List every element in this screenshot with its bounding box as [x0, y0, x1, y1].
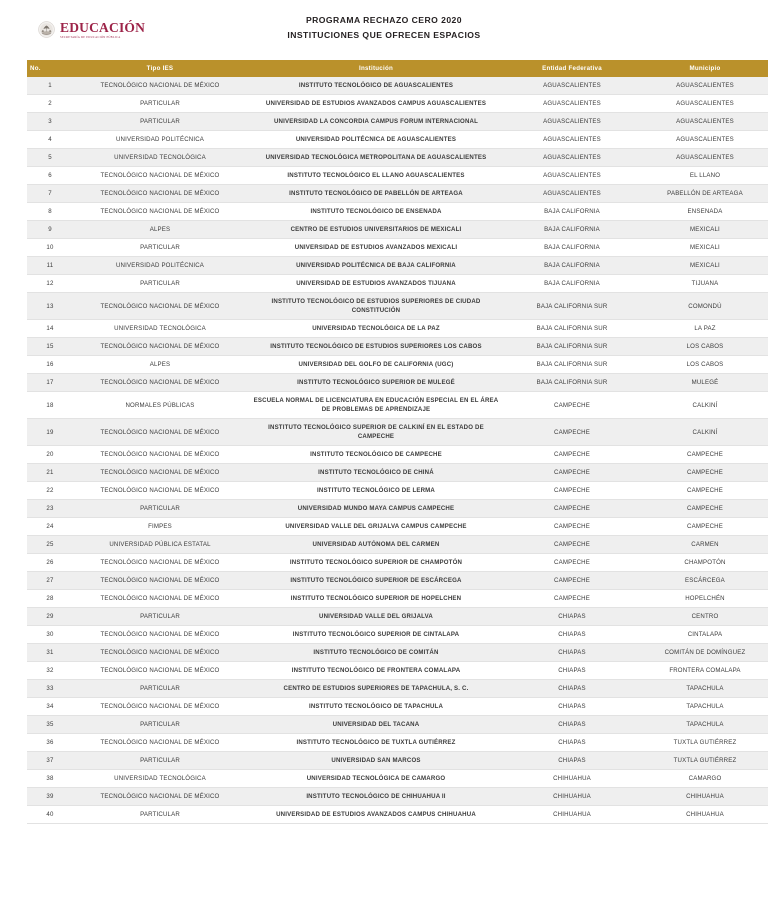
cell-tipo-ies: PARTICULAR [73, 95, 247, 113]
cell-municipio: LA PAZ [639, 320, 768, 338]
cell-municipio: AGUASCALIENTES [639, 95, 768, 113]
cell-no: 21 [27, 464, 73, 482]
cell-no: 11 [27, 257, 73, 275]
cell-no: 36 [27, 734, 73, 752]
table-row[interactable] [27, 464, 768, 482]
cell-tipo-ies: TECNOLÓGICO NACIONAL DE MÉXICO [73, 644, 247, 662]
cell-no: 29 [27, 608, 73, 626]
table-header-row [27, 60, 768, 77]
table-row[interactable] [27, 716, 768, 734]
cell-entidad: CHIHUAHUA [505, 806, 639, 824]
cell-institucion: UNIVERSIDAD VALLE DEL GRIJALVA CAMPUS CAMPECHE [247, 518, 505, 536]
column-header-municipio[interactable]: Municipio [639, 60, 768, 77]
table-row[interactable] [27, 446, 768, 464]
cell-institucion: UNIVERSIDAD TECNOLÓGICA DE LA PAZ [247, 320, 505, 338]
cell-tipo-ies: TECNOLÓGICO NACIONAL DE MÉXICO [73, 167, 247, 185]
cell-entidad: CAMPECHE [505, 482, 639, 500]
cell-entidad: CHIAPAS [505, 608, 639, 626]
cell-no: 15 [27, 338, 73, 356]
table-row[interactable] [27, 203, 768, 221]
cell-no: 34 [27, 698, 73, 716]
cell-municipio: CENTRO [639, 608, 768, 626]
cell-no: 20 [27, 446, 73, 464]
table-row[interactable] [27, 698, 768, 716]
table-row[interactable] [27, 95, 768, 113]
cell-institucion: UNIVERSIDAD SAN MARCOS [247, 752, 505, 770]
cell-tipo-ies: ALPES [73, 221, 247, 239]
table-row[interactable] [27, 356, 768, 374]
cell-municipio: CINTALAPA [639, 626, 768, 644]
cell-municipio: TAPACHULA [639, 680, 768, 698]
cell-institucion: INSTITUTO TECNOLÓGICO SUPERIOR DE CINTALAPA [247, 626, 505, 644]
table-row[interactable] [27, 536, 768, 554]
cell-municipio: CARMEN [639, 536, 768, 554]
cell-entidad: BAJA CALIFORNIA [505, 257, 639, 275]
cell-institucion: INSTITUTO TECNOLÓGICO DE ENSENADA [247, 203, 505, 221]
brand-subtitle: SECRETARÍA DE EDUCACIÓN PÚBLICA [60, 35, 121, 39]
table-row[interactable] [27, 185, 768, 203]
cell-entidad: AGUASCALIENTES [505, 113, 639, 131]
page-title [0, 13, 768, 43]
cell-municipio: HOPELCHÉN [639, 590, 768, 608]
cell-institucion: UNIVERSIDAD DE ESTUDIOS AVANZADOS MEXICALI [247, 239, 505, 257]
cell-tipo-ies: PARTICULAR [73, 752, 247, 770]
cell-institucion: INSTITUTO TECNOLÓGICO DE CHINÁ [247, 464, 505, 482]
cell-municipio: LOS CABOS [639, 338, 768, 356]
column-header-tipo-ies[interactable]: Tipo IES [73, 60, 247, 77]
cell-tipo-ies: TECNOLÓGICO NACIONAL DE MÉXICO [73, 293, 247, 320]
table-row[interactable] [27, 590, 768, 608]
cell-no: 24 [27, 518, 73, 536]
column-header-no[interactable]: No. [27, 60, 73, 77]
cell-entidad: CHIHUAHUA [505, 788, 639, 806]
cell-entidad: AGUASCALIENTES [505, 131, 639, 149]
cell-no: 7 [27, 185, 73, 203]
cell-institucion: UNIVERSIDAD DE ESTUDIOS AVANZADOS TIJUANA [247, 275, 505, 293]
cell-tipo-ies: PARTICULAR [73, 500, 247, 518]
cell-no: 26 [27, 554, 73, 572]
cell-municipio: CHAMPOTÓN [639, 554, 768, 572]
table-row[interactable] [27, 626, 768, 644]
table-row[interactable] [27, 374, 768, 392]
cell-institucion: INSTITUTO TECNOLÓGICO DE AGUASCALIENTES [247, 77, 505, 95]
table-row[interactable] [27, 293, 768, 320]
cell-no: 28 [27, 590, 73, 608]
cell-tipo-ies: TECNOLÓGICO NACIONAL DE MÉXICO [73, 788, 247, 806]
table-row[interactable] [27, 338, 768, 356]
cell-tipo-ies: TECNOLÓGICO NACIONAL DE MÉXICO [73, 464, 247, 482]
cell-municipio: AGUASCALIENTES [639, 113, 768, 131]
cell-institucion: UNIVERSIDAD MUNDO MAYA CAMPUS CAMPECHE [247, 500, 505, 518]
table-row[interactable] [27, 500, 768, 518]
institutions-table [27, 60, 768, 824]
cell-entidad: CAMPECHE [505, 590, 639, 608]
cell-institucion: UNIVERSIDAD POLITÉCNICA DE AGUASCALIENTES [247, 131, 505, 149]
cell-no: 37 [27, 752, 73, 770]
table-body [27, 77, 768, 824]
cell-entidad: AGUASCALIENTES [505, 185, 639, 203]
cell-no: 10 [27, 239, 73, 257]
cell-no: 1 [27, 77, 73, 95]
brand-name: EDUCACIÓN [60, 20, 146, 35]
cell-municipio: EL LLANO [639, 167, 768, 185]
cell-entidad: CHIAPAS [505, 680, 639, 698]
cell-entidad: CAMPECHE [505, 392, 639, 419]
table-row[interactable] [27, 320, 768, 338]
column-header-institucion[interactable]: Institución [247, 60, 505, 77]
cell-no: 35 [27, 716, 73, 734]
table-row[interactable] [27, 752, 768, 770]
table-row[interactable] [27, 113, 768, 131]
cell-municipio: ESCÁRCEGA [639, 572, 768, 590]
cell-institucion: INSTITUTO TECNOLÓGICO DE ESTUDIOS SUPERIORES LOS CABOS [247, 338, 505, 356]
cell-entidad: CAMPECHE [505, 536, 639, 554]
table-row[interactable] [27, 518, 768, 536]
cell-municipio: COMONDÚ [639, 293, 768, 320]
cell-institucion: UNIVERSIDAD DE ESTUDIOS AVANZADOS CAMPUS CHIHUAHUA [247, 806, 505, 824]
institutions-table-container [27, 60, 746, 824]
cell-tipo-ies: TECNOLÓGICO NACIONAL DE MÉXICO [73, 698, 247, 716]
cell-tipo-ies: TECNOLÓGICO NACIONAL DE MÉXICO [73, 554, 247, 572]
cell-municipio: CAMARGO [639, 770, 768, 788]
cell-institucion: INSTITUTO TECNOLÓGICO DE PABELLÓN DE ARTEAGA [247, 185, 505, 203]
cell-tipo-ies: TECNOLÓGICO NACIONAL DE MÉXICO [73, 590, 247, 608]
cell-institucion: INSTITUTO TECNOLÓGICO SUPERIOR DE CHAMPOTÓN [247, 554, 505, 572]
cell-entidad: CHIAPAS [505, 662, 639, 680]
cell-institucion: INSTITUTO TECNOLÓGICO SUPERIOR DE ESCÁRCEGA [247, 572, 505, 590]
cell-municipio: FRONTERA COMALAPA [639, 662, 768, 680]
cell-no: 2 [27, 95, 73, 113]
cell-no: 39 [27, 788, 73, 806]
cell-tipo-ies: TECNOLÓGICO NACIONAL DE MÉXICO [73, 419, 247, 446]
cell-no: 22 [27, 482, 73, 500]
cell-entidad: CAMPECHE [505, 572, 639, 590]
table-row[interactable] [27, 257, 768, 275]
cell-tipo-ies: TECNOLÓGICO NACIONAL DE MÉXICO [73, 482, 247, 500]
cell-entidad: AGUASCALIENTES [505, 95, 639, 113]
cell-institucion: INSTITUTO TECNOLÓGICO DE FRONTERA COMALAPA [247, 662, 505, 680]
cell-entidad: AGUASCALIENTES [505, 149, 639, 167]
cell-institucion: INSTITUTO TECNOLÓGICO DE CAMPECHE [247, 446, 505, 464]
cell-municipio: CAMPECHE [639, 500, 768, 518]
cell-institucion: CENTRO DE ESTUDIOS SUPERIORES DE TAPACHULA, S. C. [247, 680, 505, 698]
cell-entidad: BAJA CALIFORNIA SUR [505, 338, 639, 356]
column-header-entidad-federativa[interactable]: Entidad Federativa [505, 60, 639, 77]
cell-tipo-ies: TECNOLÓGICO NACIONAL DE MÉXICO [73, 185, 247, 203]
table-row[interactable] [27, 167, 768, 185]
cell-no: 3 [27, 113, 73, 131]
cell-no: 33 [27, 680, 73, 698]
cell-institucion: INSTITUTO TECNOLÓGICO DE TUXTLA GUTIÉRREZ [247, 734, 505, 752]
cell-no: 27 [27, 572, 73, 590]
cell-institucion: UNIVERSIDAD DE ESTUDIOS AVANZADOS CAMPUS AGUASCALIENTES [247, 95, 505, 113]
cell-no: 23 [27, 500, 73, 518]
cell-no: 6 [27, 167, 73, 185]
cell-institucion: INSTITUTO TECNOLÓGICO SUPERIOR DE MULEGÉ [247, 374, 505, 392]
cell-tipo-ies: TECNOLÓGICO NACIONAL DE MÉXICO [73, 374, 247, 392]
cell-municipio: AGUASCALIENTES [639, 149, 768, 167]
cell-tipo-ies: UNIVERSIDAD TECNOLÓGICA [73, 149, 247, 167]
cell-no: 4 [27, 131, 73, 149]
table-row[interactable] [27, 806, 768, 824]
cell-entidad: BAJA CALIFORNIA [505, 275, 639, 293]
cell-tipo-ies: UNIVERSIDAD TECNOLÓGICA [73, 320, 247, 338]
cell-entidad: CAMPECHE [505, 518, 639, 536]
cell-municipio: TAPACHULA [639, 698, 768, 716]
table-row[interactable] [27, 608, 768, 626]
table-row[interactable] [27, 734, 768, 752]
cell-municipio: TUXTLA GUTIÉRREZ [639, 752, 768, 770]
cell-no: 30 [27, 626, 73, 644]
table-row[interactable] [27, 770, 768, 788]
cell-institucion: CENTRO DE ESTUDIOS UNIVERSITARIOS DE MEXICALI [247, 221, 505, 239]
cell-municipio: TIJUANA [639, 275, 768, 293]
cell-entidad: CAMPECHE [505, 464, 639, 482]
cell-tipo-ies: TECNOLÓGICO NACIONAL DE MÉXICO [73, 446, 247, 464]
cell-no: 18 [27, 392, 73, 419]
cell-municipio: MEXICALI [639, 239, 768, 257]
cell-municipio: AGUASCALIENTES [639, 131, 768, 149]
cell-institucion: UNIVERSIDAD DEL GOLFO DE CALIFORNIA (UGC) [247, 356, 505, 374]
table-row[interactable] [27, 419, 768, 446]
cell-municipio: AGUASCALIENTES [639, 77, 768, 95]
table-row[interactable] [27, 221, 768, 239]
cell-institucion: INSTITUTO TECNOLÓGICO DE TAPACHULA [247, 698, 505, 716]
cell-entidad: BAJA CALIFORNIA SUR [505, 374, 639, 392]
cell-no: 25 [27, 536, 73, 554]
cell-no: 14 [27, 320, 73, 338]
cell-tipo-ies: PARTICULAR [73, 239, 247, 257]
cell-municipio: CHIHUAHUA [639, 788, 768, 806]
cell-municipio: CAMPECHE [639, 446, 768, 464]
cell-institucion: INSTITUTO TECNOLÓGICO DE CHIHUAHUA II [247, 788, 505, 806]
title-line-2: INSTITUCIONES QUE OFRECEN ESPACIOS [287, 30, 481, 40]
table-row[interactable] [27, 239, 768, 257]
cell-tipo-ies: TECNOLÓGICO NACIONAL DE MÉXICO [73, 338, 247, 356]
cell-tipo-ies: UNIVERSIDAD POLITÉCNICA [73, 131, 247, 149]
cell-entidad: AGUASCALIENTES [505, 77, 639, 95]
cell-tipo-ies: NORMALES PÚBLICAS [73, 392, 247, 419]
cell-municipio: TAPACHULA [639, 716, 768, 734]
cell-tipo-ies: PARTICULAR [73, 113, 247, 131]
cell-no: 5 [27, 149, 73, 167]
cell-tipo-ies: UNIVERSIDAD PÚBLICA ESTATAL [73, 536, 247, 554]
cell-tipo-ies: TECNOLÓGICO NACIONAL DE MÉXICO [73, 662, 247, 680]
table-row[interactable] [27, 482, 768, 500]
cell-entidad: BAJA CALIFORNIA [505, 239, 639, 257]
cell-municipio: MULEGÉ [639, 374, 768, 392]
table-row[interactable] [27, 131, 768, 149]
cell-entidad: CHIAPAS [505, 716, 639, 734]
table-row[interactable] [27, 572, 768, 590]
cell-tipo-ies: TECNOLÓGICO NACIONAL DE MÉXICO [73, 734, 247, 752]
cell-tipo-ies: FIMPES [73, 518, 247, 536]
cell-tipo-ies: TECNOLÓGICO NACIONAL DE MÉXICO [73, 572, 247, 590]
cell-municipio: TUXTLA GUTIÉRREZ [639, 734, 768, 752]
cell-institucion: INSTITUTO TECNOLÓGICO EL LLANO AGUASCALIENTES [247, 167, 505, 185]
cell-no: 19 [27, 419, 73, 446]
cell-municipio: CAMPECHE [639, 482, 768, 500]
table-row[interactable] [27, 554, 768, 572]
cell-entidad: CAMPECHE [505, 500, 639, 518]
cell-entidad: BAJA CALIFORNIA [505, 221, 639, 239]
cell-municipio: CHIHUAHUA [639, 806, 768, 824]
cell-tipo-ies: PARTICULAR [73, 806, 247, 824]
cell-tipo-ies: TECNOLÓGICO NACIONAL DE MÉXICO [73, 203, 247, 221]
cell-tipo-ies: UNIVERSIDAD TECNOLÓGICA [73, 770, 247, 788]
cell-institucion: UNIVERSIDAD DEL TACANA [247, 716, 505, 734]
cell-no: 9 [27, 221, 73, 239]
cell-municipio: CAMPECHE [639, 518, 768, 536]
cell-no: 31 [27, 644, 73, 662]
cell-entidad: CHIAPAS [505, 644, 639, 662]
cell-institucion: UNIVERSIDAD TECNOLÓGICA DE CAMARGO [247, 770, 505, 788]
document-masthead [0, 0, 768, 56]
cell-institucion: INSTITUTO TECNOLÓGICO DE COMITÁN [247, 644, 505, 662]
cell-entidad: CHIAPAS [505, 752, 639, 770]
cell-tipo-ies: PARTICULAR [73, 608, 247, 626]
cell-no: 12 [27, 275, 73, 293]
cell-municipio: LOS CABOS [639, 356, 768, 374]
cell-institucion: INSTITUTO TECNOLÓGICO SUPERIOR DE CALKINÍ EN EL ESTADO DE CAMPECHE [247, 419, 505, 446]
cell-entidad: CAMPECHE [505, 446, 639, 464]
cell-entidad: BAJA CALIFORNIA [505, 203, 639, 221]
cell-no: 16 [27, 356, 73, 374]
cell-no: 32 [27, 662, 73, 680]
cell-entidad: CHIHUAHUA [505, 770, 639, 788]
cell-tipo-ies: ALPES [73, 356, 247, 374]
cell-entidad: BAJA CALIFORNIA SUR [505, 356, 639, 374]
cell-municipio: MEXICALI [639, 221, 768, 239]
cell-institucion: UNIVERSIDAD LA CONCORDIA CAMPUS FORUM INTERNACIONAL [247, 113, 505, 131]
cell-institucion: UNIVERSIDAD TECNOLÓGICA METROPOLITANA DE AGUASCALIENTES [247, 149, 505, 167]
cell-municipio: CAMPECHE [639, 464, 768, 482]
cell-no: 38 [27, 770, 73, 788]
cell-no: 8 [27, 203, 73, 221]
cell-institucion: UNIVERSIDAD VALLE DEL GRIJALVA [247, 608, 505, 626]
cell-municipio: ENSENADA [639, 203, 768, 221]
cell-no: 17 [27, 374, 73, 392]
cell-municipio: PABELLÓN DE ARTEAGA [639, 185, 768, 203]
cell-no: 40 [27, 806, 73, 824]
table-row[interactable] [27, 662, 768, 680]
cell-tipo-ies: PARTICULAR [73, 680, 247, 698]
title-line-1: PROGRAMA RECHAZO CERO 2020 [305, 15, 463, 25]
cell-entidad: BAJA CALIFORNIA SUR [505, 293, 639, 320]
cell-municipio: CALKINÍ [639, 419, 768, 446]
cell-entidad: CAMPECHE [505, 419, 639, 446]
cell-entidad: BAJA CALIFORNIA SUR [505, 320, 639, 338]
cell-no: 13 [27, 293, 73, 320]
cell-institucion: INSTITUTO TECNOLÓGICO DE ESTUDIOS SUPERIORES DE CIUDAD CONSTITUCIÓN [247, 293, 505, 320]
table-row[interactable] [27, 392, 768, 419]
table-row[interactable] [27, 77, 768, 95]
cell-institucion: ESCUELA NORMAL DE LICENCIATURA EN EDUCACIÓN ESPECIAL EN EL ÁREA DE PROBLEMAS DE APRENDIZAJE [247, 392, 505, 419]
cell-tipo-ies: TECNOLÓGICO NACIONAL DE MÉXICO [73, 626, 247, 644]
cell-entidad: AGUASCALIENTES [505, 167, 639, 185]
cell-tipo-ies: TECNOLÓGICO NACIONAL DE MÉXICO [73, 77, 247, 95]
table-row[interactable] [27, 644, 768, 662]
table-header [27, 60, 768, 77]
cell-municipio: CALKINÍ [639, 392, 768, 419]
cell-municipio: COMITÁN DE DOMÍNGUEZ [639, 644, 768, 662]
cell-tipo-ies: UNIVERSIDAD POLITÉCNICA [73, 257, 247, 275]
cell-tipo-ies: PARTICULAR [73, 716, 247, 734]
cell-institucion: UNIVERSIDAD AUTÓNOMA DEL CARMEN [247, 536, 505, 554]
cell-entidad: CHIAPAS [505, 734, 639, 752]
table-row[interactable] [27, 275, 768, 293]
cell-institucion: INSTITUTO TECNOLÓGICO DE LERMA [247, 482, 505, 500]
cell-entidad: CAMPECHE [505, 554, 639, 572]
cell-institucion: UNIVERSIDAD POLITÉCNICA DE BAJA CALIFORNIA [247, 257, 505, 275]
cell-entidad: CHIAPAS [505, 698, 639, 716]
table-row[interactable] [27, 788, 768, 806]
cell-institucion: INSTITUTO TECNOLÓGICO SUPERIOR DE HOPELCHEN [247, 590, 505, 608]
cell-tipo-ies: PARTICULAR [73, 275, 247, 293]
cell-entidad: CHIAPAS [505, 626, 639, 644]
table-row[interactable] [27, 680, 768, 698]
cell-municipio: MEXICALI [639, 257, 768, 275]
table-row[interactable] [27, 149, 768, 167]
